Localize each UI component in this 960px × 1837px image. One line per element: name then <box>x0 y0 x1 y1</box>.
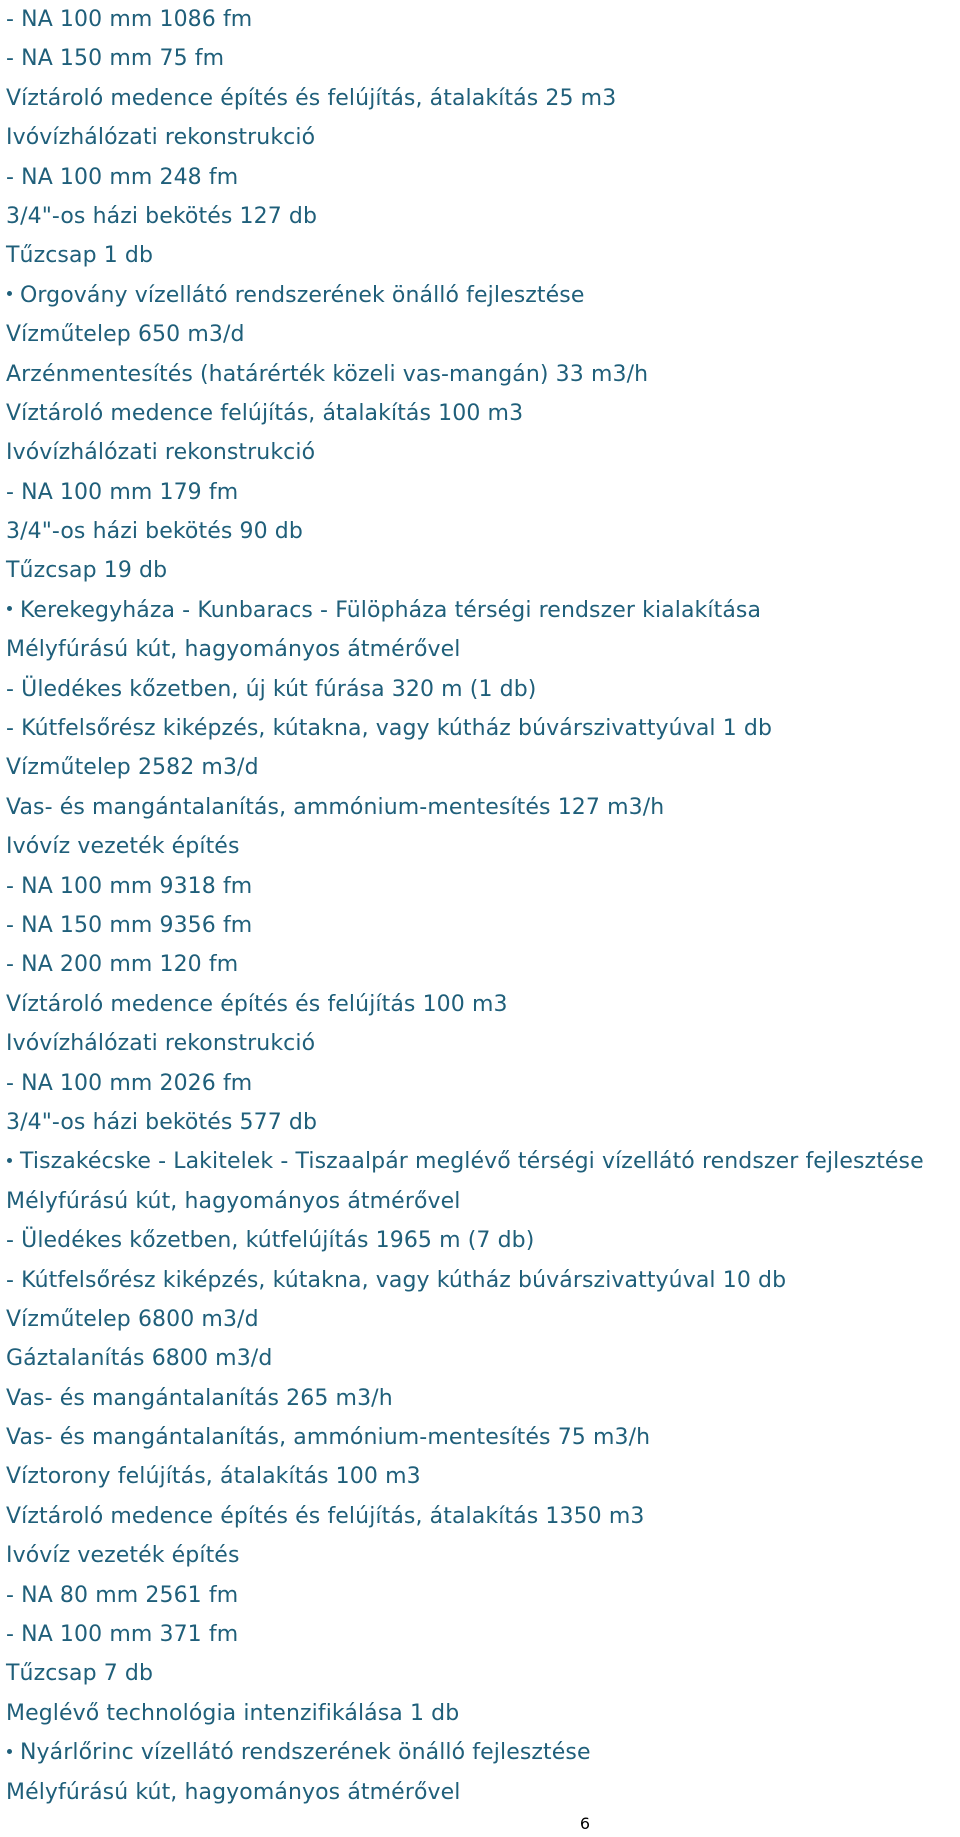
document-line <box>6 1339 956 1378</box>
line-text: Vas- és mangántalanítás 265 m3/h <box>6 1385 393 1411</box>
line-text: - NA 100 mm 1086 fm <box>6 7 253 32</box>
document-line <box>6 1654 956 1693</box>
document-line <box>6 630 956 669</box>
document-line <box>6 827 956 866</box>
document-line <box>6 1064 956 1103</box>
line-text: Meglévő technológia intenzifikálása 1 db <box>6 1700 460 1726</box>
line-text: Vízműtelep 2582 m3/d <box>6 755 259 781</box>
document-line <box>6 1694 956 1733</box>
document-line <box>6 1182 956 1221</box>
line-text: - NA 80 mm 2561 fm <box>6 1582 239 1608</box>
line-text: - NA 100 mm 179 fm <box>6 479 239 505</box>
line-text: Mélyfúrású kút, hagyományos átmérővel <box>6 1779 461 1805</box>
line-text: Ivóvízhálózati rekonstrukció <box>6 1031 316 1057</box>
line-text: - NA 100 mm 248 fm <box>6 164 239 190</box>
bullet-icon <box>7 291 12 296</box>
line-text: Víztároló medence építés és felújítás, átalakítás 25 m3 <box>6 85 617 111</box>
line-text: - Üledékes kőzetben, kútfelújítás 1965 m (7 db) <box>6 1228 535 1254</box>
line-text: - NA 150 mm 75 fm <box>6 46 225 72</box>
line-text: Orgovány vízellátó rendszerének önálló fejlesztése <box>20 282 585 308</box>
document-line <box>6 1773 956 1812</box>
document-line <box>6 1300 956 1339</box>
line-text: Víztároló medence felújítás, átalakítás 100 m3 <box>6 400 524 426</box>
document-line <box>6 0 956 39</box>
document-line <box>6 197 956 236</box>
document-line <box>6 394 956 433</box>
document-line <box>6 1261 956 1300</box>
line-text: 3/4"-os házi bekötés 90 db <box>6 519 303 545</box>
line-text: - NA 200 mm 120 fm <box>6 952 239 978</box>
document-line <box>6 867 956 906</box>
line-text: Tűzcsap 19 db <box>6 558 168 584</box>
bullet-heading <box>6 591 956 630</box>
document-line <box>6 39 956 78</box>
document-line <box>6 670 956 709</box>
document-body <box>6 0 956 1812</box>
line-text: Mélyfúrású kút, hagyományos átmérővel <box>6 637 461 663</box>
document-line <box>6 551 956 590</box>
line-text: - Kútfelsőrész kiképzés, kútakna, vagy kútház búvárszivattyúval 1 db <box>6 716 773 742</box>
bullet-icon <box>7 606 12 611</box>
line-text: 3/4"-os házi bekötés 577 db <box>6 1109 318 1135</box>
document-line <box>6 788 956 827</box>
line-text: - Kútfelsőrész kiképzés, kútakna, vagy kútház búvárszivattyúval 10 db <box>6 1267 787 1293</box>
line-text: Kerekegyháza - Kunbaracs - Fülöpháza térségi rendszer kialakítása <box>20 597 762 623</box>
line-text: Arzénmentesítés (határérték közeli vas-mangán) 33 m3/h <box>6 361 649 387</box>
document-line <box>6 906 956 945</box>
document-line <box>6 1379 956 1418</box>
line-text: Vízműtelep 6800 m3/d <box>6 1306 259 1332</box>
document-line <box>6 945 956 984</box>
line-text: Vízműtelep 650 m3/d <box>6 322 245 348</box>
page-number: 6 <box>579 1814 591 1833</box>
document-line <box>6 1536 956 1575</box>
line-text: - Üledékes kőzetben, új kút fúrása 320 m (1 db) <box>6 676 537 702</box>
document-line <box>6 748 956 787</box>
line-text: Ivóvíz vezeték építés <box>6 1543 240 1569</box>
document-line <box>6 1457 956 1496</box>
document-line <box>6 1024 956 1063</box>
line-text: Vas- és mangántalanítás, ammónium-mentesítés 75 m3/h <box>6 1425 651 1451</box>
bullet-heading <box>6 276 956 315</box>
line-text: 3/4"-os házi bekötés 127 db <box>6 203 318 229</box>
line-text: Víztorony felújítás, átalakítás 100 m3 <box>6 1464 421 1490</box>
line-text: Víztároló medence építés és felújítás, átalakítás 1350 m3 <box>6 1503 645 1529</box>
bullet-icon <box>7 1749 12 1754</box>
line-text: Tűzcsap 1 db <box>6 243 154 269</box>
document-line <box>6 158 956 197</box>
document-line <box>6 79 956 118</box>
line-text: Nyárlőrinc vízellátó rendszerének önálló fejlesztése <box>20 1740 591 1766</box>
line-text: Vas- és mangántalanítás, ammónium-mentesítés 127 m3/h <box>6 794 665 820</box>
line-text: Tűzcsap 7 db <box>6 1661 154 1687</box>
line-text: Ivóvíz vezeték építés <box>6 834 240 860</box>
document-line <box>6 512 956 551</box>
line-text: Mélyfúrású kút, hagyományos átmérővel <box>6 1188 461 1214</box>
document-line <box>6 473 956 512</box>
line-text: Ivóvízhálózati rekonstrukció <box>6 440 316 466</box>
bullet-heading <box>6 1142 956 1181</box>
document-line <box>6 1576 956 1615</box>
document-line <box>6 433 956 472</box>
line-text: - NA 100 mm 2026 fm <box>6 1070 253 1096</box>
document-line <box>6 1418 956 1457</box>
document-line <box>6 1497 956 1536</box>
document-line <box>6 985 956 1024</box>
line-text: Tiszakécske - Lakitelek - Tiszaalpár meglévő térségi vízellátó rendszer fejlesztése <box>20 1149 924 1175</box>
document-line <box>6 315 956 354</box>
line-text: - NA 100 mm 371 fm <box>6 1622 239 1648</box>
document-line <box>6 1615 956 1654</box>
document-line <box>6 1103 956 1142</box>
document-line <box>6 355 956 394</box>
line-text: - NA 100 mm 9318 fm <box>6 873 253 899</box>
document-line <box>6 709 956 748</box>
line-text: - NA 150 mm 9356 fm <box>6 912 253 938</box>
bullet-icon <box>7 1158 12 1163</box>
document-line <box>6 1221 956 1260</box>
line-text: Víztároló medence építés és felújítás 100 m3 <box>6 991 508 1017</box>
document-line <box>6 118 956 157</box>
line-text: Gáztalanítás 6800 m3/d <box>6 1346 273 1372</box>
document-line <box>6 236 956 275</box>
bullet-heading <box>6 1733 956 1772</box>
line-text: Ivóvízhálózati rekonstrukció <box>6 125 316 151</box>
